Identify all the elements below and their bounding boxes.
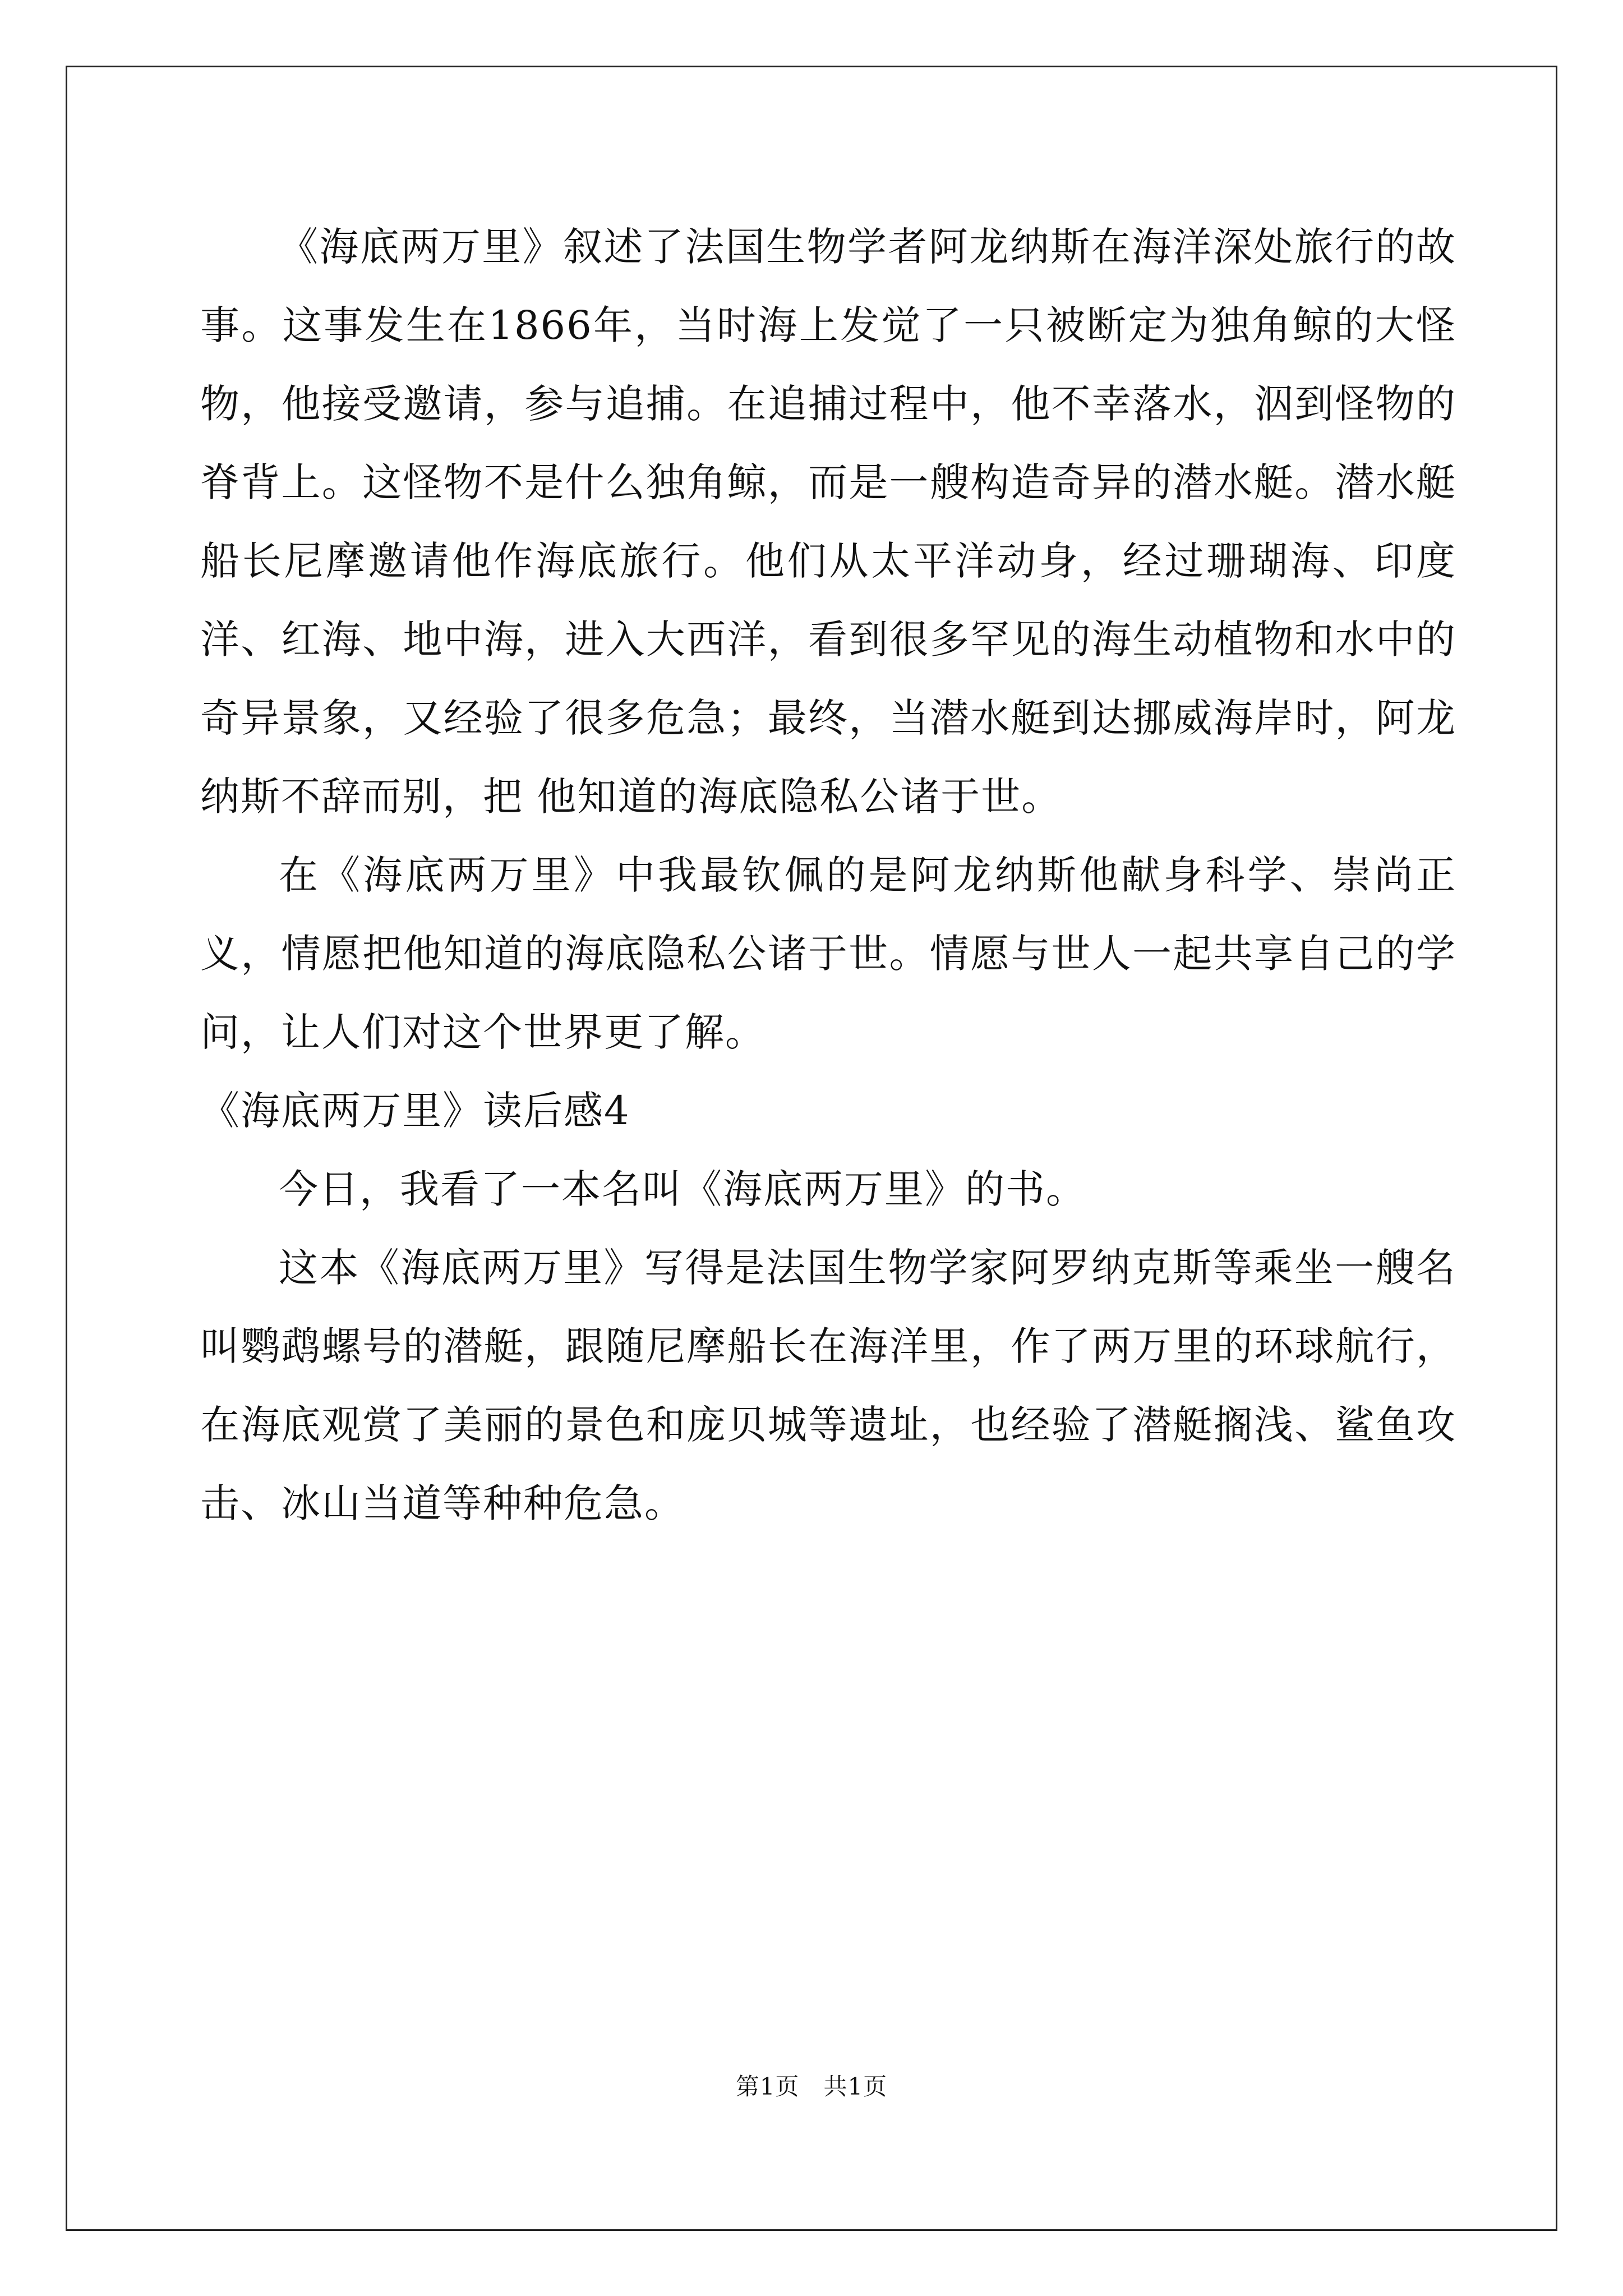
page-footer: 第1页 共1页 <box>735 2073 888 2100</box>
paragraph-summary: 《海底两万里》叙述了法国生物学者阿龙纳斯在海洋深处旅行的故事。这事发生在1866年，当时海上发觉了一只被断定为独角鲸的大怪物，他接受邀请，参与追捕。在追捕过程中，他不幸落水，泅到怪物的脊背上。这怪物不是什么独角鲸，而是一艘构造奇异的潜水艇。潜水艇船长尼摩邀请他作海底旅行。他们从太平洋动身，经过珊瑚海、印度洋、红海、地中海，进入大西洋，看到很多罕见的海生动植物和水中的奇异景象，又经验了很多危急；最终，当潜水艇到达挪威海岸时，阿龙纳斯不辞而别，把 他知道的海底隐私公诸于世。 <box>200 224 1456 820</box>
paragraph-story: 这本《海底两万里》写得是法国生物学家阿罗纳克斯等乘坐一艘名叫鹦鹉螺号的潜艇，跟随尼摩船长在海洋里，作了两万里的环球航行，在海底观赏了美丽的景色和庞贝城等遗址，也经验了潜艇搁浅、鲨鱼攻击、冰山当道等种种危急。 <box>200 1245 1456 1526</box>
document-body <box>200 208 1456 1543</box>
paragraph-admiration: 在《海底两万里》中我最钦佩的是阿龙纳斯他献身科学、崇尚正义，情愿把他知道的海底隐私公诸于世。情愿与世人一起共享自己的学问，让人们对这个世界更了解。 <box>200 852 1456 1055</box>
section-heading: 《海底两万里》读后感4 <box>200 1088 630 1134</box>
paragraph-intro: 今日，我看了一本名叫《海底两万里》的书。 <box>279 1166 1086 1212</box>
